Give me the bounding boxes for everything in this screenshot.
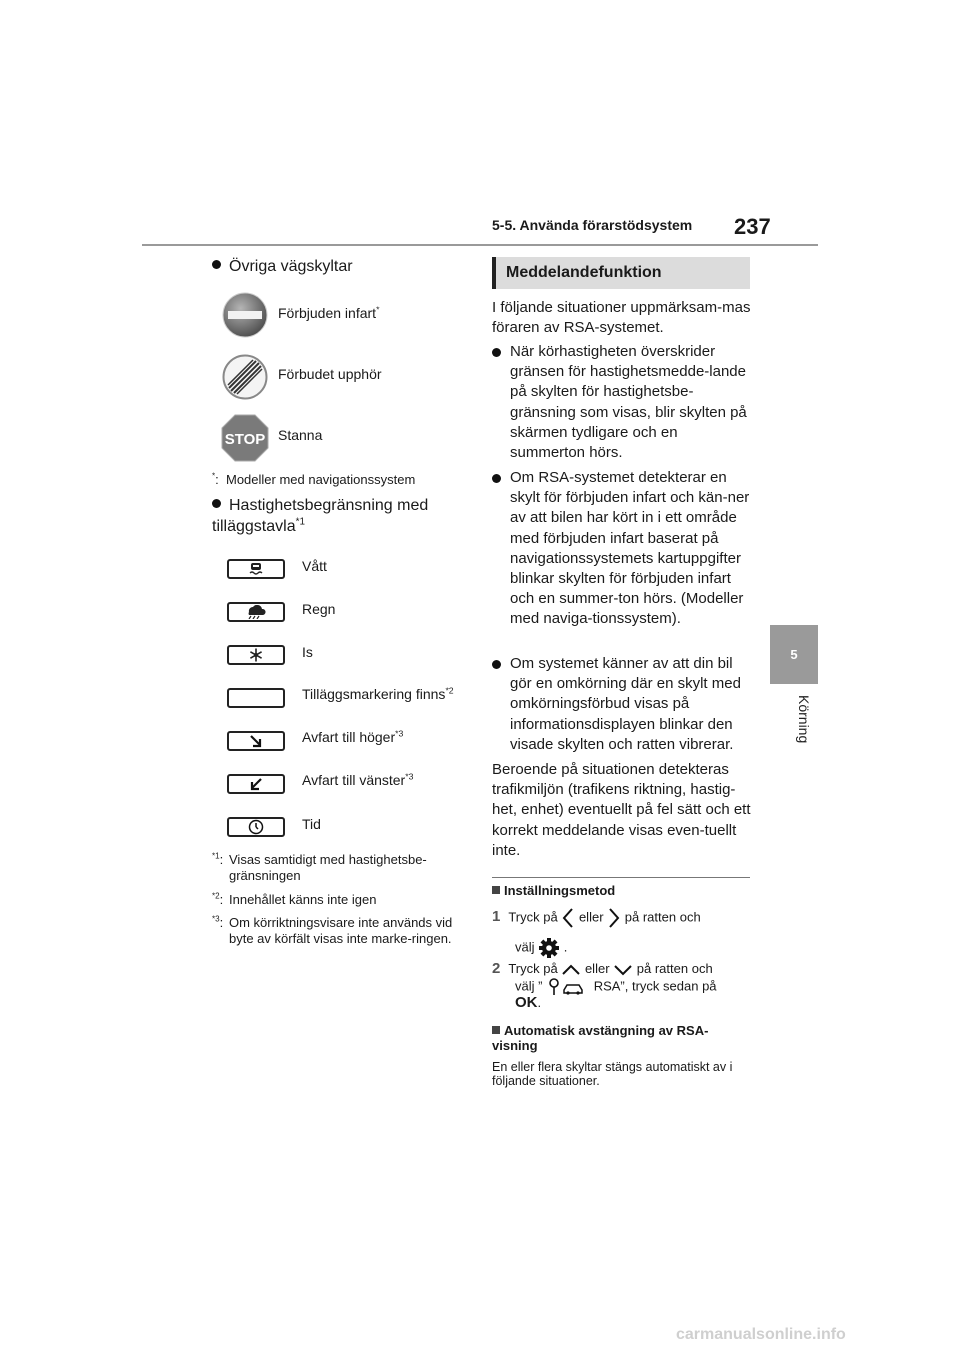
subsection-divider: [492, 877, 750, 878]
bullet-icon: [212, 260, 221, 269]
chevron-up-icon: [561, 963, 581, 977]
plate-label: Avfart till vänster$^{*3}$: [302, 771, 414, 788]
closing-paragraph: Beroende på situationen detekteras trafikmiljön (trafikens riktning, hastig-het, enhet) eventuellt på fel sätt och ett korrekt meddelande visas even-tuellt inte.: [492, 761, 751, 859]
plate-label: Is: [302, 644, 313, 660]
page-number: 237: [734, 214, 771, 239]
no-entry-sign-icon: [222, 292, 268, 338]
section-heading: Meddelandefunktion: [492, 257, 750, 289]
time-plate: [227, 817, 285, 837]
ice-plate: [227, 645, 285, 665]
square-bullet-icon: [492, 886, 500, 894]
bullet-item: Om RSA-systemet detekterar en skylt för förbjuden infart och kän-ner av att bilen har kört in i ett område med förbjuden infart baserat på navigationssystemets kartuppgifter blinkar skylten för förbjuden infart och en summer-ton hörs. (Modeller med naviga-tionssystem).: [492, 468, 752, 630]
chevron-right-icon: [607, 907, 621, 929]
exit-right-plate: [227, 731, 285, 751]
footnote: *: Modeller med navigationssystem: [212, 471, 416, 487]
plate-label: Tilläggsmarkering finns$^{*2}$: [302, 685, 454, 702]
rain-cloud-icon: [244, 605, 268, 619]
chevron-left-icon: [561, 907, 575, 929]
stop-sign-icon: [221, 414, 269, 462]
auto-off-text: En eller flera skyltar stängs automatiskt av i följande situationer.: [492, 1060, 733, 1088]
arrow-down-left-icon: [248, 777, 264, 791]
step-2-cont: välj ” RSA”, tryck sedan på OK.: [515, 978, 717, 1011]
arrow-down-right-icon: [248, 734, 264, 748]
header-divider: [142, 244, 818, 246]
supplementary-heading: Hastighetsbegränsning med tilläggstavla$^{*1}$: [212, 497, 429, 535]
settings-heading: Inställningsmetod: [492, 883, 615, 898]
bullet-item: När körhastigheten överskrider gränsen för hastighetsmedde-lande på skylten för hastighetsbe-gränsning som visas, blir skylten på skärmen tydligare och en summerton hörs.: [492, 342, 752, 463]
square-bullet-icon: [492, 1026, 500, 1034]
plate-label: Avfart till höger$^{*3}$: [302, 728, 404, 745]
sign-label: Förbudet upphör: [278, 366, 382, 382]
bullet-item: Om systemet känner av att din bil gör en omkörning där en skylt med omkörningsförbud visas på informationsdisplayen blinkar den visade skylten och ratten vibrerar.: [492, 654, 752, 755]
step-1: 1 Tryck på eller på ratten och: [492, 907, 752, 929]
intro-paragraph: I följande situationer uppmärksam-mas föraren av RSA-systemet.: [492, 299, 751, 337]
svg-text:STOP: STOP: [224, 431, 266, 448]
plate-label: Vått: [302, 558, 327, 574]
end-of-restriction-sign-icon: [222, 354, 268, 400]
gear-icon: [538, 937, 560, 959]
plate-label: Regn: [302, 601, 336, 617]
blank-plate: [227, 688, 285, 708]
snowflake-icon: [249, 648, 263, 662]
sign-label: Stanna: [278, 427, 323, 443]
clock-icon: [248, 819, 264, 835]
rain-plate: [227, 602, 285, 622]
auto-off-heading: Automatisk avstängning av RSA-visning: [492, 1023, 709, 1053]
bullet-icon: [212, 499, 221, 508]
chevron-down-icon: [613, 963, 633, 977]
exit-left-plate: [227, 774, 285, 794]
chapter-label: Körning: [796, 695, 812, 744]
footnote: $^{*2}$: Innehållet känns inte igen: [212, 891, 377, 907]
other-signs-heading: Övriga vägskyltar: [212, 256, 353, 277]
ok-button-symbol: OK: [515, 994, 538, 1011]
step-2: 2 Tryck på eller på ratten och: [492, 960, 713, 977]
wet-road-plate: [227, 559, 285, 579]
section-title: 5-5. Använda förarstödsystem: [492, 217, 693, 233]
step-1-cont: välj .: [515, 937, 567, 959]
footnote: $^{*1}$: Visas samtidigt med hastighetsbe-gränsningen: [212, 851, 427, 883]
footnote: $^{*3}$: Om körriktningsvisare inte används vid byte av körfält visas inte marke-ringen.: [212, 914, 453, 946]
rsa-icon: [546, 978, 590, 996]
wet-road-car-icon: [248, 562, 264, 576]
sign-label: Förbjuden infart*: [278, 304, 380, 321]
plate-label: Tid: [302, 816, 321, 832]
watermark: carmanualsonline.info: [676, 1326, 846, 1343]
chapter-tab: 5: [770, 625, 818, 684]
